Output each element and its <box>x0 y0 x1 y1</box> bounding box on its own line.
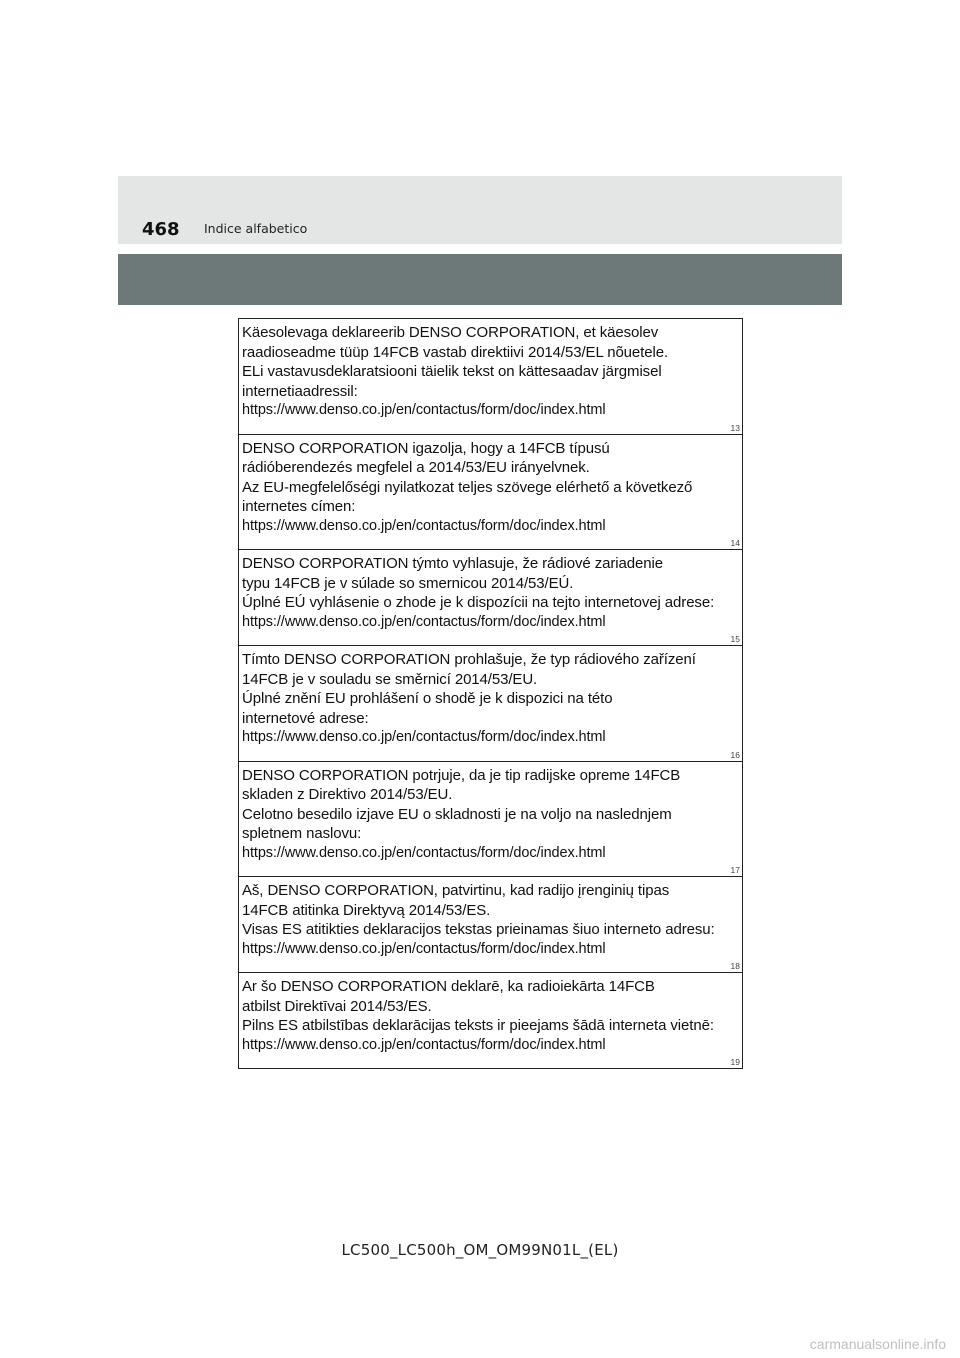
declaration-text-line: DENSO CORPORATION týmto vyhlasuje, že rádiové zariadenie <box>242 555 663 572</box>
declaration-row <box>239 877 742 973</box>
declaration-text-line: 14FCB atitinka Direktyvą 2014/53/ES. <box>242 901 491 919</box>
page-number: 468 <box>142 219 180 240</box>
declaration-text-line: Ar šo DENSO CORPORATION deklarē, ka radioiekārta 14FCB <box>242 978 655 995</box>
declaration-row <box>239 646 742 762</box>
section-divider-bar <box>118 254 842 305</box>
document-code: LC500_LC500h_OM_OM99N01L_(EL) <box>341 1241 619 1259</box>
declaration-text-line: 14FCB je v souladu se směrnicí 2014/53/EU. <box>242 670 538 688</box>
declaration-text-line: spletnem naslovu: <box>242 825 362 842</box>
declaration-row <box>239 435 742 551</box>
declaration-text-line: atbilst Direktīvai 2014/53/ES. <box>242 997 432 1015</box>
declaration-text-line: Celotno besedilo izjave EU o skladnosti je na voljo na naslednjem <box>242 805 672 823</box>
declaration-text-line: DENSO CORPORATION igazolja, hogy a 14FCB típusú <box>242 439 610 457</box>
declaration-text-line: Úplné znění EU prohlášení o shodě je k dispozici na této <box>242 690 613 707</box>
declaration-text-line: internetové adrese: <box>242 709 369 727</box>
declaration-text-line: DENSO CORPORATION potrjuje, da je tip radijske opreme 14FCB <box>242 766 681 784</box>
declaration-row <box>239 319 742 435</box>
declaration-text-line: ELi vastavusdeklaratsiooni täielik tekst on kättesaadav järgmisel <box>242 363 662 380</box>
declaration-number: 15 <box>730 634 740 644</box>
declaration-text-line: Pilns ES atbilstības deklarācijas teksts ir pieejams šādā interneta vietnē: <box>242 1017 714 1034</box>
declaration-url: https://www.denso.co.jp/en/contactus/form/doc/index.html <box>242 940 606 957</box>
declaration-url: https://www.denso.co.jp/en/contactus/form/doc/index.html <box>242 613 606 630</box>
declaration-text-line: Az EU-megfelelőségi nyilatkozat teljes szövege elérhető a következő <box>242 478 693 496</box>
declaration-text-line: Visas ES atitikties deklaracijos tekstas prieinamas šiuo interneto adresu: <box>242 921 715 938</box>
declaration-number: 16 <box>730 749 740 760</box>
declaration-text-line: Käesolevaga deklareerib DENSO CORPORATION, et käesolev <box>242 324 659 341</box>
declaration-text-line: typu 14FCB je v súlade so smernicou 2014/53/EÚ. <box>242 574 574 592</box>
declaration-number: 18 <box>730 961 740 971</box>
watermark: carmanualsonline.info <box>809 1336 946 1352</box>
declaration-number: 19 <box>730 1057 740 1067</box>
declaration-url: https://www.denso.co.jp/en/contactus/form/doc/index.html <box>242 844 606 861</box>
declaration-row <box>239 550 742 646</box>
declaration-url: https://www.denso.co.jp/en/contactus/form/doc/index.html <box>242 402 606 418</box>
declaration-text-line: Úplné EÚ vyhlásenie o zhode je k dispozícii na tejto internetovej adrese: <box>242 594 715 611</box>
declaration-text-line: skladen z Direktivo 2014/53/EU. <box>242 786 453 803</box>
declaration-text-line: internetes címen: <box>242 498 356 515</box>
declaration-text-line: Aš, DENSO CORPORATION, patvirtinu, kad radijo įrenginių tipas <box>242 882 670 899</box>
declaration-number: 13 <box>730 422 740 433</box>
declaration-text-line: rádióberendezés megfelel a 2014/53/EU irányelvnek. <box>242 459 590 476</box>
declaration-url: https://www.denso.co.jp/en/contactus/form/doc/index.html <box>242 729 606 745</box>
declaration-text-line: Tímto DENSO CORPORATION prohlašuje, že typ rádiového zařízení <box>242 651 696 668</box>
declaration-row <box>239 973 742 1069</box>
declaration-row <box>239 762 742 878</box>
declaration-url: https://www.denso.co.jp/en/contactus/form/doc/index.html <box>242 1036 606 1053</box>
declaration-url: https://www.denso.co.jp/en/contactus/form/doc/index.html <box>242 517 606 534</box>
section-title: Indice alfabetico <box>204 221 308 236</box>
declaration-table <box>238 318 743 1069</box>
declaration-number: 14 <box>730 538 740 548</box>
declaration-number: 17 <box>730 865 740 875</box>
declaration-text-line: internetiaadressil: <box>242 382 358 400</box>
declaration-text-line: raadioseadme tüüp 14FCB vastab direktiivi 2014/53/EL nõuetele. <box>242 343 669 361</box>
